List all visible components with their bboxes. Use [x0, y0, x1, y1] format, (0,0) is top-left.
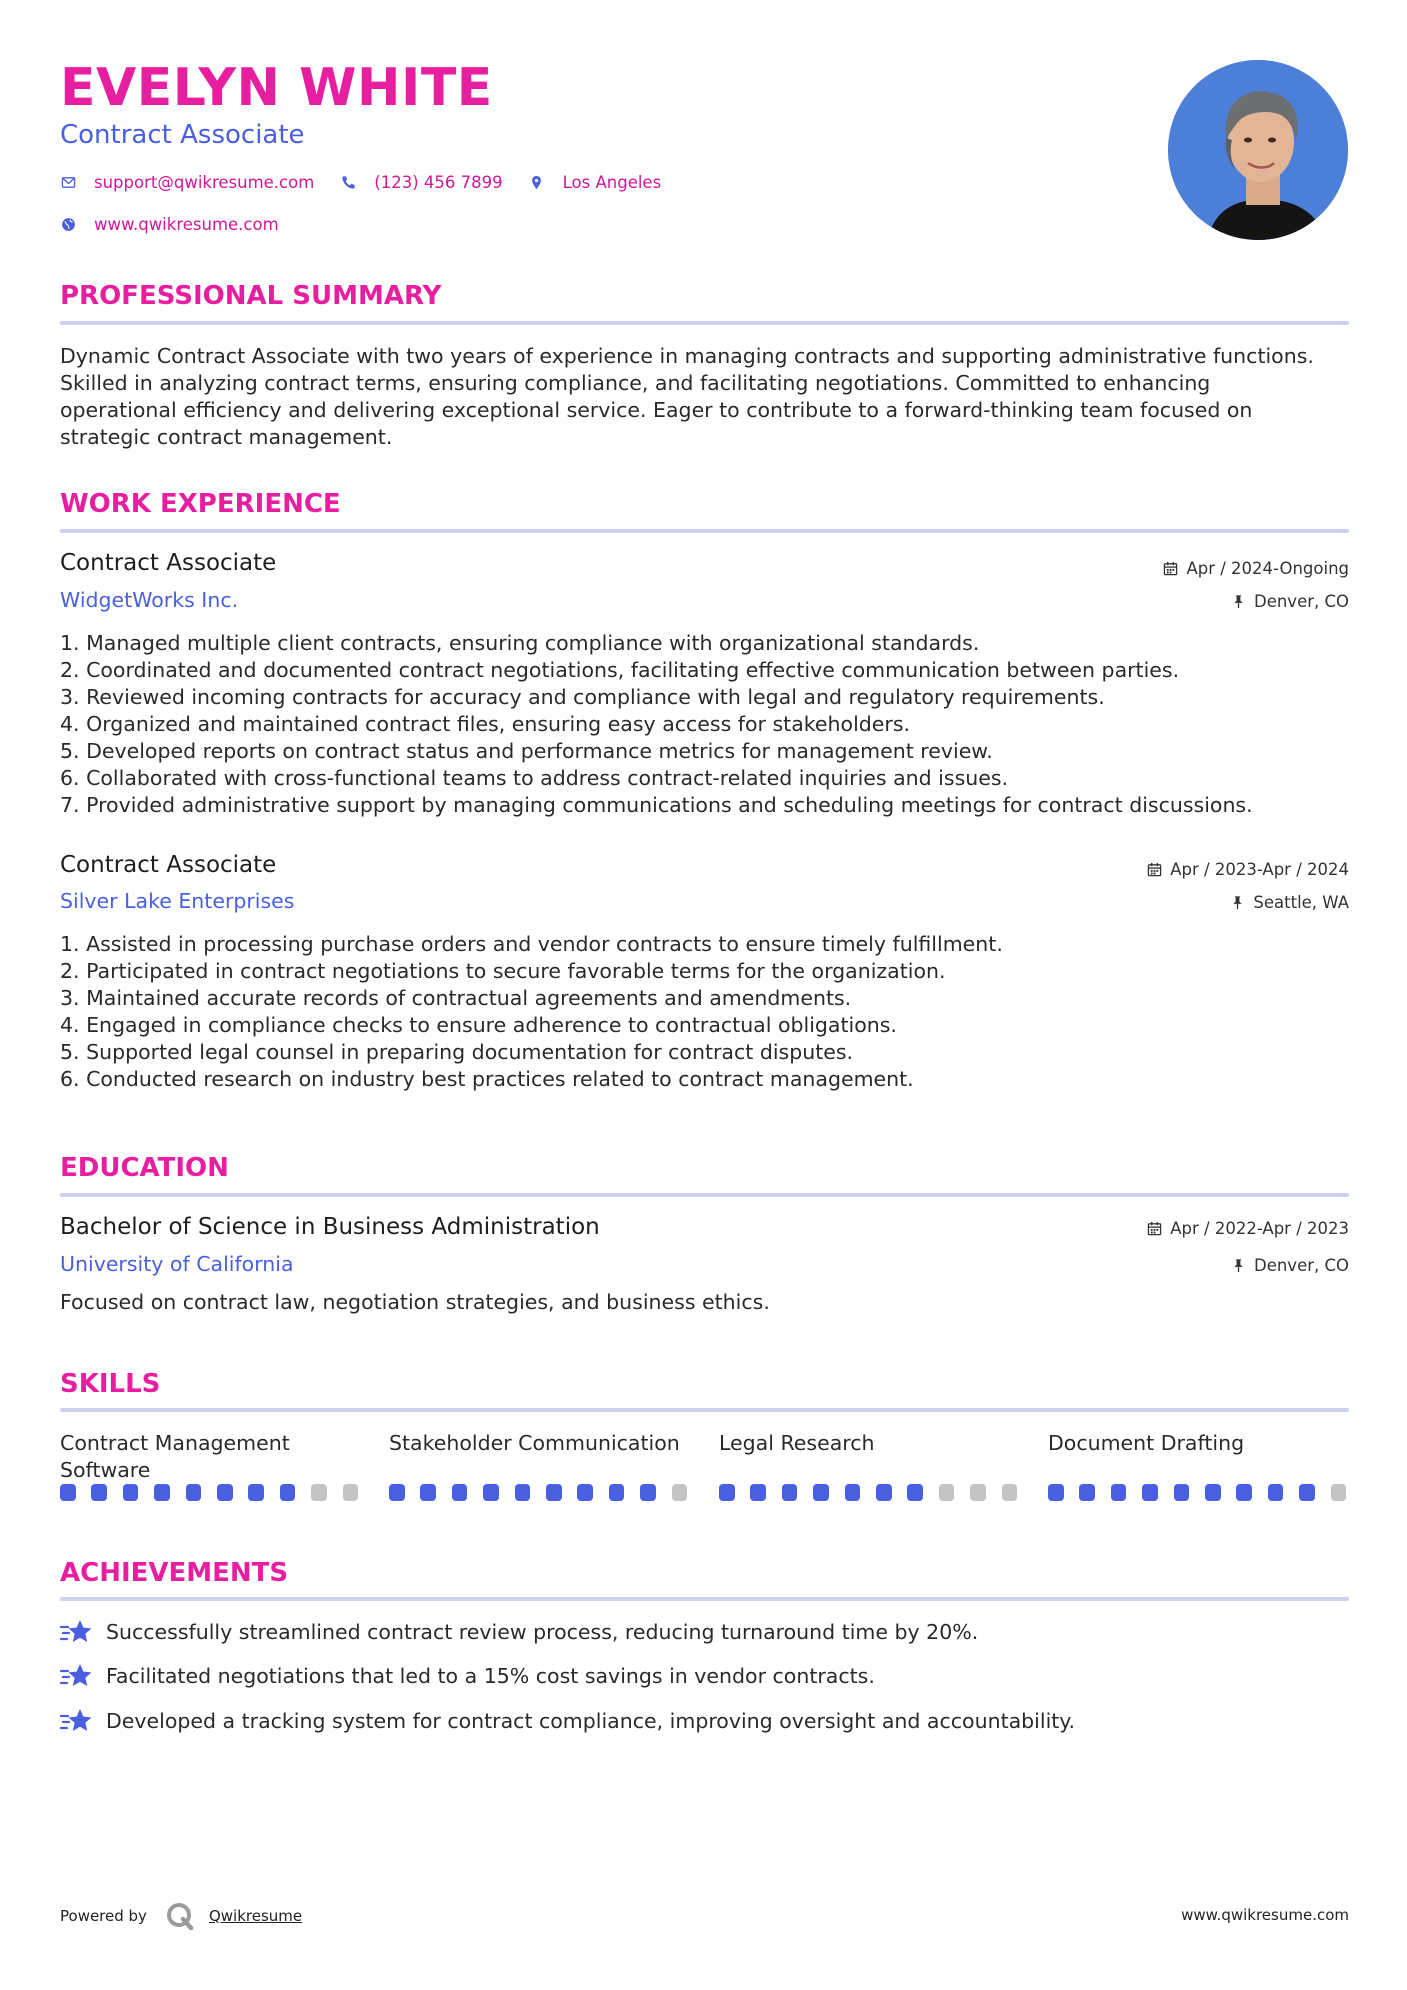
rating-dot-empty [311, 1484, 327, 1501]
star-icon [60, 1662, 92, 1690]
rating-dot-filled [782, 1484, 798, 1501]
phone-icon [340, 175, 356, 191]
rating-dot-filled [1048, 1484, 1064, 1501]
powered-by-label: Powered by [60, 1907, 147, 1925]
footer-website[interactable]: www.qwikresume.com [1181, 1906, 1349, 1924]
job-location-text: Seattle, WA [1253, 893, 1349, 912]
calendar-icon [1147, 1221, 1162, 1236]
list-item: 1. Managed multiple client contracts, ensuring compliance with organizational standards. [60, 631, 980, 655]
school: University of California [60, 1252, 294, 1276]
skill-rating [389, 1484, 689, 1501]
education-dates-text: Apr / 2022-Apr / 2023 [1170, 1219, 1349, 1238]
rating-dot-filled [123, 1484, 139, 1501]
education-description: Focused on contract law, negotiation strategies, and business ethics. [60, 1290, 770, 1314]
achievement-item [60, 1618, 978, 1646]
rating-dot-filled [640, 1484, 656, 1501]
job-dates [1163, 559, 1349, 578]
rating-dot-filled [813, 1484, 829, 1501]
rating-dot-filled [750, 1484, 766, 1501]
summary-line: Skilled in analyzing contract terms, ensuring compliance, and facilitating negotiations. Committed to enhancing [60, 371, 1211, 395]
job-bullets [60, 630, 1350, 819]
rating-dot-filled [1142, 1484, 1158, 1501]
summary-line: strategic contract management. [60, 425, 393, 449]
summary-heading: PROFESSIONAL SUMMARY [60, 281, 442, 311]
job-location [1230, 893, 1349, 912]
job-dates [1147, 860, 1349, 879]
achievement-text: Successfully streamlined contract review process, reducing turnaround time by 20%. [106, 1620, 979, 1644]
skill-item [719, 1430, 1019, 1501]
rating-dot-filled [60, 1484, 76, 1501]
degree: Bachelor of Science in Business Administration [60, 1214, 600, 1240]
job-dates-text: Apr / 2024-Ongoing [1186, 559, 1349, 578]
rating-dot-filled [248, 1484, 264, 1501]
skill-rating [1048, 1484, 1348, 1501]
skill-name: Contract Management Software [60, 1431, 290, 1482]
phone-number[interactable]: (123) 456 7899 [374, 173, 503, 192]
education-location-text: Denver, CO [1253, 1256, 1349, 1275]
achievements-divider [60, 1597, 1349, 1601]
calendar-icon [1163, 561, 1178, 576]
achievement-item [60, 1662, 875, 1690]
summary-text [60, 343, 1355, 451]
skill-name: Document Drafting [1048, 1431, 1245, 1455]
job-company: WidgetWorks Inc. [60, 588, 239, 612]
education-heading: EDUCATION [60, 1153, 229, 1183]
rating-dot-filled [876, 1484, 892, 1501]
list-item: 1. Assisted in processing purchase orders and vendor contracts to ensure timely fulfillment. [60, 932, 1003, 956]
profile-photo [1168, 60, 1348, 240]
list-item: 7. Provided administrative support by managing communications and scheduling meetings for contract discussions. [60, 793, 1253, 817]
rating-dot-filled [154, 1484, 170, 1501]
education-divider [60, 1193, 1349, 1197]
email-link[interactable]: support@qwikresume.com [94, 173, 315, 192]
rating-dot-filled [1111, 1484, 1127, 1501]
pushpin-icon [1230, 895, 1245, 910]
rating-dot-filled [217, 1484, 233, 1501]
calendar-icon [1147, 862, 1162, 877]
summary-line: Dynamic Contract Associate with two years of experience in managing contracts and supporting administrative functions. [60, 344, 1314, 368]
skill-name: Legal Research [719, 1431, 875, 1455]
rating-dot-empty [672, 1484, 688, 1501]
summary-divider [60, 321, 1349, 325]
rating-dot-filled [546, 1484, 562, 1501]
candidate-name: EVELYN WHITE [60, 58, 493, 118]
list-item: 3. Maintained accurate records of contractual agreements and amendments. [60, 986, 852, 1010]
rating-dot-filled [186, 1484, 202, 1501]
rating-dot-filled [609, 1484, 625, 1501]
rating-dot-filled [907, 1484, 923, 1501]
job-location [1231, 592, 1349, 611]
location-text: Los Angeles [562, 173, 662, 192]
rating-dot-filled [452, 1484, 468, 1501]
email-icon [60, 175, 76, 191]
rating-dot-filled [577, 1484, 593, 1501]
list-item: 6. Conducted research on industry best practices related to contract management. [60, 1067, 914, 1091]
list-item: 2. Coordinated and documented contract negotiations, facilitating effective communication between parties. [60, 658, 1180, 682]
rating-dot-filled [1299, 1484, 1315, 1501]
skills-divider [60, 1408, 1349, 1412]
website-link[interactable]: www.qwikresume.com [94, 215, 279, 234]
list-item: 3. Reviewed incoming contracts for accuracy and compliance with legal and regulatory requirements. [60, 685, 1105, 709]
list-item: 4. Organized and maintained contract files, ensuring easy access for stakeholders. [60, 712, 911, 736]
rating-dot-filled [91, 1484, 107, 1501]
star-icon [60, 1707, 92, 1735]
achievement-text: Facilitated negotiations that led to a 15% cost savings in vendor contracts. [106, 1664, 875, 1688]
skill-rating [719, 1484, 1019, 1501]
rating-dot-filled [719, 1484, 735, 1501]
skills-heading: SKILLS [60, 1369, 161, 1399]
achievement-item [60, 1707, 1075, 1735]
job-role: Contract Associate [60, 852, 277, 878]
job-dates-text: Apr / 2023-Apr / 2024 [1170, 860, 1349, 879]
rating-dot-empty [1331, 1484, 1347, 1501]
footer-brand [60, 1901, 302, 1931]
rating-dot-filled [515, 1484, 531, 1501]
rating-dot-empty [343, 1484, 359, 1501]
rating-dot-filled [1205, 1484, 1221, 1501]
job-location-text: Denver, CO [1253, 592, 1349, 611]
achievement-text: Developed a tracking system for contract compliance, improving oversight and accountability. [106, 1709, 1076, 1733]
list-item: 6. Collaborated with cross-functional teams to address contract-related inquiries and issues. [60, 766, 1009, 790]
education-location [1231, 1256, 1349, 1275]
achievements-heading: ACHIEVEMENTS [60, 1558, 289, 1588]
pushpin-icon [1231, 594, 1246, 609]
list-item: 2. Participated in contract negotiations to secure favorable terms for the organization. [60, 959, 946, 983]
contact-row-1 [60, 173, 687, 192]
skill-rating [60, 1484, 360, 1501]
job-company: Silver Lake Enterprises [60, 889, 295, 913]
rating-dot-filled [1079, 1484, 1095, 1501]
rating-dot-filled [420, 1484, 436, 1501]
list-item: 5. Supported legal counsel in preparing documentation for contract disputes. [60, 1040, 854, 1064]
experience-divider [60, 529, 1349, 533]
summary-line: operational efficiency and delivering exceptional service. Eager to contribute to a forward-thinking team focused on [60, 398, 1253, 422]
rating-dot-empty [939, 1484, 955, 1501]
rating-dot-filled [1174, 1484, 1190, 1501]
candidate-title: Contract Associate [60, 120, 305, 150]
location-pin-icon [529, 175, 545, 191]
star-icon [60, 1618, 92, 1646]
skill-item [60, 1430, 360, 1501]
job-bullets [60, 931, 1350, 1093]
contact-row-2 [60, 215, 305, 234]
brand-link[interactable]: Qwikresume [208, 1907, 303, 1925]
rating-dot-filled [1268, 1484, 1284, 1501]
experience-heading: WORK EXPERIENCE [60, 489, 341, 519]
rating-dot-filled [483, 1484, 499, 1501]
rating-dot-filled [1236, 1484, 1252, 1501]
qwikresume-logo-icon [165, 1901, 195, 1931]
job-role: Contract Associate [60, 550, 277, 576]
rating-dot-empty [1002, 1484, 1018, 1501]
skill-name: Stakeholder Communication [389, 1431, 680, 1455]
rating-dot-filled [389, 1484, 405, 1501]
list-item: 5. Developed reports on contract status and performance metrics for management review. [60, 739, 993, 763]
education-dates [1147, 1219, 1349, 1238]
skill-item [1048, 1430, 1348, 1501]
list-item: 4. Engaged in compliance checks to ensure adherence to contractual obligations. [60, 1013, 897, 1037]
rating-dot-empty [970, 1484, 986, 1501]
rating-dot-filled [845, 1484, 861, 1501]
pushpin-icon [1231, 1258, 1246, 1273]
rating-dot-filled [280, 1484, 296, 1501]
skill-item [389, 1430, 689, 1501]
globe-icon [60, 217, 76, 233]
